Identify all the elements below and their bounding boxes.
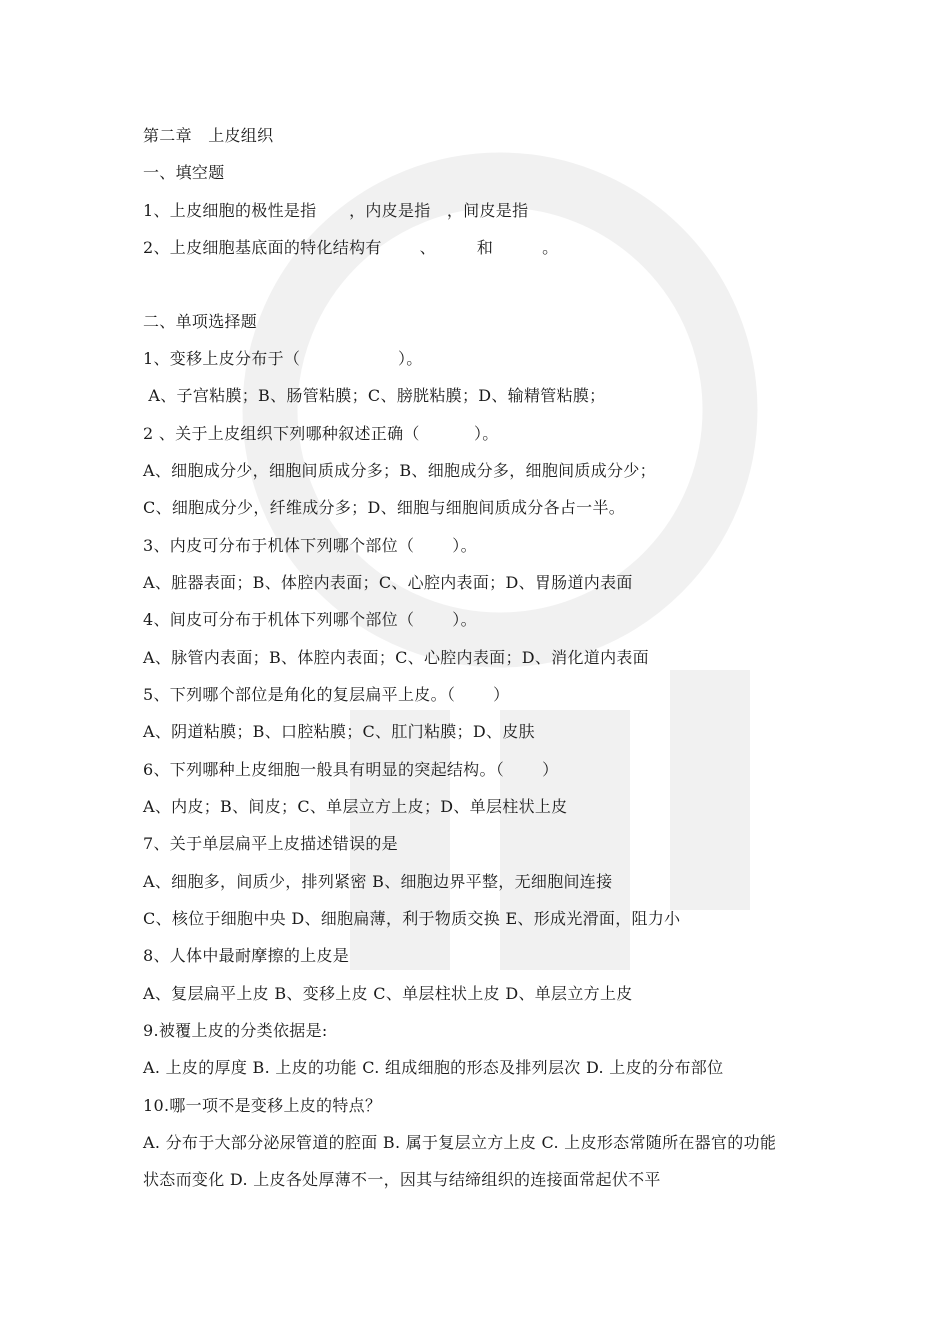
choice-line: A、复层扁平上皮 B、变移上皮 C、单层柱状上皮 D、单层立方上皮 xyxy=(143,984,633,1003)
choice-line: A、脉管内表面；B、体腔内表面；C、心腔内表面；D、消化道内表面 xyxy=(143,648,649,667)
choice-line: 6、下列哪种上皮细胞一般具有明显的突起结构。（ ） xyxy=(143,760,559,779)
choice-line: 2 、关于上皮组织下列哪种叙述正确（ ）。 xyxy=(143,424,499,443)
choice-line: 7、关于单层扁平上皮描述错误的是 xyxy=(143,834,398,853)
choice-line: C、核位于细胞中央 D、细胞扁薄，利于物质交换 E、形成光滑面，阻力小 xyxy=(143,909,681,928)
choice-line: 3、内皮可分布于机体下列哪个部位（ ）。 xyxy=(143,536,477,555)
choice-line: A. 上皮的厚度 B. 上皮的功能 C. 组成细胞的形态及排列层次 D. 上皮的分布部位 xyxy=(143,1058,724,1077)
section-choice-heading: 二、单项选择题 xyxy=(143,312,258,331)
choice-line: 4、间皮可分布于机体下列哪个部位（ ）。 xyxy=(143,610,477,629)
choice-line: 10.哪一项不是变移上皮的特点？ xyxy=(143,1096,382,1115)
choice-line: A、脏器表面；B、体腔内表面；C、心腔内表面；D、胃肠道内表面 xyxy=(143,573,633,592)
choice-line: 1、变移上皮分布于（ ）。 xyxy=(143,349,423,368)
choice-line: A、子宫粘膜；B、肠管粘膜；C、膀胱粘膜；D、输精管粘膜； xyxy=(143,386,606,405)
choice-line: 8、人体中最耐摩擦的上皮是 xyxy=(143,946,350,965)
choice-line: A、细胞多，间质少，排列紧密 B、细胞边界平整，无细胞间连接 xyxy=(143,872,613,891)
choice-line: A、阴道粘膜；B、口腔粘膜；C、肛门粘膜；D、皮肤 xyxy=(143,722,535,741)
choice-line: 9.被覆上皮的分类依据是: xyxy=(143,1021,328,1040)
choice-line: A、内皮；B、间皮；C、单层立方上皮；D、单层柱状上皮 xyxy=(143,797,568,816)
choice-line: C、细胞成分少，纤维成分多；D、细胞与细胞间质成分各占一半。 xyxy=(143,498,626,517)
chapter-title: 第二章 上皮组织 xyxy=(143,126,274,145)
choice-line: 状态而变化 D. 上皮各处厚薄不一，因其与结缔组织的连接面常起伏不平 xyxy=(143,1170,661,1189)
section-fill-heading: 一、填空题 xyxy=(143,163,225,182)
fill-question-2: 2、上皮细胞基底面的特化结构有 、 和 。 xyxy=(143,238,559,257)
fill-question-1: 1、上皮细胞的极性是指 ，内皮是指 ，间皮是指 xyxy=(143,201,529,220)
choice-line: A. 分布于大部分泌尿管道的腔面 B. 属于复层立方上皮 C. 上皮形态常随所在器官的功能 xyxy=(143,1133,777,1152)
choice-line: A、细胞成分少，细胞间质成分多；B、细胞成分多，细胞间质成分少； xyxy=(143,461,656,480)
choice-line: 5、下列哪个部位是角化的复层扁平上皮。（ ） xyxy=(143,685,510,704)
